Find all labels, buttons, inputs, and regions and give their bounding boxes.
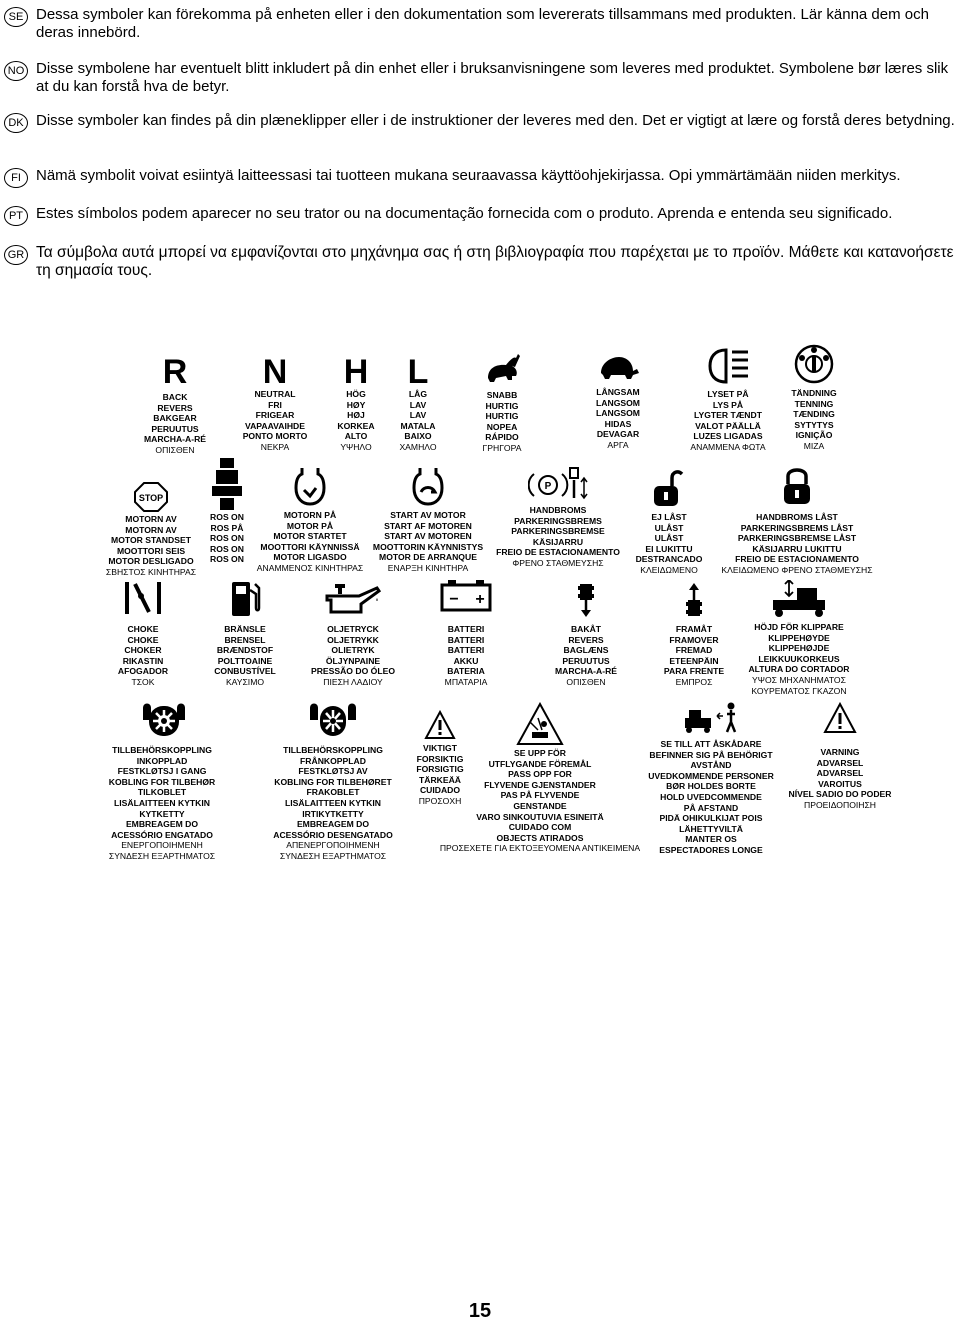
caption-line: HURTIG: [485, 411, 519, 422]
caption-line: LEIKKUUKORKEUS: [758, 653, 840, 664]
symbol-slow: [576, 355, 660, 451]
caption-line: HOLD UVEDCOMMENDE: [660, 791, 762, 802]
caption-line: UVEDKOMMENDE PERSONER: [648, 770, 774, 781]
caption-line: KLIPPEHØJDE: [768, 643, 830, 654]
caption-line: PERUUTUS: [151, 423, 199, 434]
warning-triangle-icon: [823, 702, 857, 736]
intro-text: Τα σύμβολα αυτά μπορεί να εμφανίζονται στο μηχάνημα σας ή στη βιβλιογραφία που παρέχεται με το προϊόν. Μάθετε και κατανοήσετε τη σημασία τους.: [36, 244, 954, 279]
low-letter: L: [407, 353, 429, 391]
caption-line: DEVAGAR: [596, 429, 640, 440]
caption-line: START AV MOTOREN: [384, 531, 472, 542]
caption-line: FREIO DE ESTACIONAMENTO: [496, 547, 620, 558]
symbol-cutting-height: [734, 580, 864, 696]
symbol-fuel: [200, 578, 290, 688]
caption-line: HÖJD FÖR KLIPPARE: [754, 622, 844, 632]
language-badge: PT: [4, 206, 28, 226]
caption-line: PASS OPP FOR: [508, 769, 572, 780]
intro-text: Nämä symbolit voivat esiintyä laitteessasi tai tuotteen mukana seuraavassa käyttöohjekirjassa. Opi ymmärtämään niiden merkitys.: [36, 167, 901, 184]
caption-greek: ΦΡΕΝΟ ΣΤΑΘΜΕΥΣΗΣ: [512, 557, 604, 568]
caption-line: HANDBROMS LÅST: [756, 512, 838, 522]
caption-greek: ΜΠΑΤΑΡΙΑ: [444, 676, 488, 687]
caption-line: KYTKETTY: [139, 808, 185, 819]
bystanders-icon: [683, 700, 739, 734]
caption-line: MOTOR LIGASDO: [273, 552, 347, 563]
caption-line: BEFINNER SIG PÅ BEHÖRIGT: [649, 749, 773, 760]
caption-line: FRAMÅT: [675, 624, 713, 634]
caption-line: BATTERI: [447, 624, 485, 634]
caption-line: ALTO: [344, 431, 368, 442]
caption-greek: ΠΡΟΣΕΧΕΤΕ ΓΙΑ ΕΚΤΟΞΕΥΟΜΕΝΑ ΑΝΤΙΚΕΙΜΕΝΑ: [439, 843, 641, 854]
caption-line: CONBUSTÍVEL: [214, 666, 276, 677]
symbol-bystanders: [646, 700, 776, 856]
caption-line: CHOKE: [127, 634, 159, 645]
caption-greek: ΕΝΑΡΞΗ ΚΙΝΗΤΗΡΑ: [387, 562, 469, 573]
caption-greek: ΥΨΟΣ ΜΗΧΑΝΗΜΑΤΟΣ: [752, 674, 846, 685]
caption-line: VAROITUS: [818, 778, 862, 789]
neutral-letter: N: [262, 353, 288, 391]
caption-line: EI LUKITTU: [645, 543, 693, 554]
caption-line: BACK: [162, 392, 188, 402]
caption-line: FRAKOBLET: [306, 787, 360, 798]
caption-line: ROS ON: [210, 533, 244, 544]
caption-greek: ΓΡΗΓΟΡΑ: [482, 442, 522, 453]
caption-line: KÄSIJARRU: [532, 536, 584, 547]
caption-line: MOTOR PÅ: [286, 520, 334, 531]
symbol-brake-locked: [712, 466, 882, 576]
caption-greek: ΠΡΟΣΟΧΗ: [418, 795, 462, 806]
rabbit-icon: [482, 352, 522, 386]
caption-line: BATTERI: [447, 634, 485, 645]
caption-line: NEUTRAL: [254, 389, 296, 399]
caption-greek: ΣΥΝΔΕΣΗ ΕΞΑΡΤΗΜΑΤΟΣ: [108, 850, 216, 861]
caption-greek: ΑΝΑΜΜΕΝΟΣ ΚΙΝΗΤΗΡΑΣ: [256, 562, 364, 573]
caption-line: ESPECTADORES LONGE: [659, 844, 763, 855]
reverse-letter: R: [162, 353, 188, 391]
symbol-backward: [546, 582, 626, 688]
caption-line: ÖLJYNPAINE: [325, 655, 381, 666]
caption-line: LYGTER TÆNDT: [694, 410, 762, 421]
caption-line: TILLBEHÖRSKOPPLING: [283, 745, 383, 755]
symbol-low: [380, 355, 456, 453]
language-badge: SE: [4, 7, 28, 27]
stop-label: STOP: [138, 493, 164, 503]
page-number: 15: [468, 1300, 492, 1322]
caption-line: VIKTIGT: [423, 743, 457, 753]
caption-line: KORKEA: [337, 420, 375, 431]
symbol-motor-off: [96, 482, 206, 578]
engine-on-icon: [294, 466, 326, 506]
caption-line: MOTOR STARTET: [273, 531, 347, 542]
caption-line: PAS PÅ FLYVENDE: [500, 790, 580, 801]
thrown-objects-icon: [516, 702, 564, 746]
caption-line: LYS PÅ: [712, 399, 744, 410]
caption-greek: ΕΜΠΡΟΣ: [675, 676, 713, 687]
caption-line: KLIPPEHØYDE: [768, 632, 830, 643]
symbol-lights: [680, 346, 776, 453]
caption-line: REVERS: [568, 634, 604, 645]
parking-label: P: [544, 481, 552, 492]
caption-line: BRÄNSLE: [224, 624, 266, 634]
caption-line: ROS PÅ: [210, 522, 244, 533]
caption-line: TENNING: [794, 398, 834, 409]
caption-line: FREIO DE ESTACIONAMENTO: [735, 554, 859, 565]
caption-line: ADVARSEL: [816, 768, 864, 779]
engine-start-icon: [412, 466, 444, 506]
caption-line: DESTRANCADO: [635, 554, 703, 565]
caption-greek: ΕΝΕΡΓΟΠΟΙΗΜΕΝΗ: [121, 840, 203, 851]
caption-line: AVSTÅND: [690, 760, 732, 771]
caption-line: BAGLÆNS: [563, 645, 609, 656]
turtle-icon: [597, 355, 639, 381]
caption-line: PONTO MORTO: [242, 431, 308, 442]
caption-line: KOBLING FOR TILBEHØRET: [274, 776, 392, 787]
symbol-warning: [780, 702, 900, 811]
caption-line: BAKÅT: [570, 624, 602, 634]
caption-line: ADVARSEL: [816, 757, 864, 768]
caption-line: SE TILL ATT ÅSKÅDARE: [660, 739, 762, 749]
caption-line: MOTORN PÅ: [283, 510, 337, 520]
caption-greek: ΑΡΓΑ: [607, 439, 629, 450]
caption-line: FLYVENDE GJENSTANDER: [484, 779, 596, 790]
caption-line: TÄNDNING: [791, 388, 837, 398]
locked-icon: [782, 466, 812, 506]
caption-line: MATALA: [400, 420, 436, 431]
language-badge: NO: [4, 61, 28, 81]
ros-icon: [210, 456, 244, 512]
caption-line: REVERS: [157, 402, 193, 413]
stop-icon: [134, 482, 168, 512]
parking-brake-icon: [528, 466, 588, 502]
caption-line: INKOPPLAD: [136, 755, 188, 766]
caption-greek: ΤΣΟΚ: [131, 676, 155, 687]
caption-line: FRÅNKOPPLAD: [300, 755, 366, 766]
caption-line: START AF MOTOREN: [384, 520, 472, 531]
caption-greek: ΑΠΕΝΕΡΓΟΠΟΙΗΜΕΝΗ: [286, 840, 380, 851]
caption-greek: ΚΟΥΡΕΜΑΤΟΣ ΓΚΑΖΟΝ: [751, 685, 847, 696]
caption-line: HANDBROMS: [529, 505, 587, 515]
caption-line: BRENSEL: [224, 634, 266, 645]
caption-greek: ΧΑΜΗΛΟ: [399, 441, 437, 452]
high-letter: H: [343, 353, 369, 391]
caption-line: PARA FRENTE: [663, 666, 725, 677]
caption-line: EMBREAGEM DO: [296, 819, 370, 830]
caption-line: TÄRKEÄÄ: [418, 774, 461, 785]
caption-line: MOTOR DE ARRANQUE: [379, 552, 477, 563]
caption-line: IGNIÇÃO: [795, 430, 833, 441]
symbol-forward: [654, 582, 734, 688]
backward-icon: [576, 582, 596, 618]
caption-line: ULÅST: [654, 522, 684, 533]
caption-line: ROS ON: [210, 543, 244, 554]
caption-greek: ΟΠΙΣΘΕΝ: [155, 444, 195, 455]
caption-line: PÅ AFSTAND: [683, 802, 739, 813]
caption-line: EJ LÅST: [651, 512, 687, 522]
caption-line: MARCHA-A-RÉ: [143, 434, 207, 445]
symbol-start: [368, 466, 488, 574]
caption-line: LANGSOM: [596, 408, 640, 419]
oil-can-icon: [325, 582, 381, 616]
symbol-ros-on: [200, 456, 254, 565]
caption-line: ACESSÓRIO ENGATADO: [111, 829, 213, 840]
caption-line: OBJECTS ATIRADOS: [496, 832, 584, 843]
caption-line: GENSTANDE: [513, 800, 567, 811]
caption-line: POLTTOAINE: [217, 655, 273, 666]
symbol-choke: [100, 580, 186, 688]
caption-line: MOTOR STANDSET: [111, 535, 191, 546]
caption-greek: ΜΙΖΑ: [803, 440, 825, 451]
caption-line: BØR HOLDES BORTE: [666, 781, 756, 792]
caption-line: MOTOR DESLIGADO: [108, 556, 194, 567]
caption-line: HØJ: [347, 410, 365, 421]
caption-line: MOOTTORI KÄYNNISSÄ: [260, 541, 360, 552]
caption-line: FORSIKTIG: [416, 753, 464, 764]
caption-line: ROS ON: [210, 554, 244, 565]
caption-line: PARKERINGSBREMS: [514, 515, 602, 526]
pto-disengage-icon: [308, 700, 358, 740]
caption-line: CUIDADO COM: [508, 822, 572, 833]
caption-line: FRI: [268, 399, 282, 410]
symbol-fast: [462, 352, 542, 454]
battery-minus: −: [449, 591, 459, 608]
caption-line: VAPAAVAIHDE: [245, 420, 305, 431]
caption-line: NÍVEL SADIO DO PODER: [788, 789, 892, 800]
caption-line: MOOTTORIN KÄYNNISTYS: [372, 541, 484, 552]
caption-line: LISÄLAITTEEN KYTKIN: [285, 797, 381, 808]
caption-line: SE UPP FÖR: [514, 748, 566, 758]
symbol-parking-brake: [490, 466, 626, 569]
symbol-thrown-objects: [432, 702, 648, 854]
caption-line: LUZES LIGADAS: [693, 431, 763, 442]
caption-line: START AV MOTOR: [390, 510, 466, 520]
caption-line: PERUUTUS: [562, 655, 610, 666]
intro-text: Disse symbolene har eventuelt blitt inkludert på din enhet eller i bruksanvisningene som leveres med produktet. Symbolene bør læres slik at du kan forstå hva de betyr.: [36, 60, 949, 95]
headlight-icon: [706, 346, 750, 386]
caption-line: VARNING: [820, 747, 860, 757]
caption-line: HIDAS: [604, 418, 632, 429]
caption-greek: ΠΡΟΕΙΔΟΠΟΙΗΣΗ: [804, 799, 876, 810]
caption-line: TILKOBLET: [137, 787, 187, 798]
caption-line: LYSET PÅ: [707, 389, 749, 399]
caption-greek: ΚΛΕΙΔΩΜΕΝΟ ΦΡΕΝΟ ΣΤΑΘΜΕΥΣΗΣ: [721, 564, 873, 575]
caption-line: NOPEA: [486, 421, 518, 432]
caption-line: ALTURA DO CORTADOR: [748, 664, 850, 675]
symbol-unlocked: [626, 468, 712, 576]
caption-line: LÄHETTYVILTÄ: [679, 823, 743, 834]
caption-greek: ΣΥΝΔΕΣΗ ΕΞΑΡΤΗΜΑΤΟΣ: [279, 850, 387, 861]
caption-line: BAIXO: [404, 431, 432, 442]
pto-engage-icon: [137, 700, 187, 740]
caption-line: VARO SINKOUTUVIA ESINEITÄ: [476, 811, 604, 822]
caption-line: LAV: [409, 399, 427, 410]
caption-line: MOOTTORI SEIS: [116, 545, 186, 556]
caption-line: MARCHA-A-RÉ: [554, 666, 618, 677]
caption-line: PIDÄ OHIKULKIJAT POIS: [659, 813, 763, 824]
caption-line: BATTERI: [447, 645, 485, 656]
caption-line: FRIGEAR: [255, 410, 295, 421]
ignition-icon: [792, 342, 836, 384]
caption-line: CUIDADO: [419, 785, 461, 796]
caption-line: ETEENPÄIN: [669, 655, 719, 666]
caption-line: UTFLYGANDE FÖREMÅL: [488, 758, 592, 769]
caption-line: MOTORN AV: [125, 514, 177, 524]
caption-line: FESTKLØTSJ I GANG: [117, 766, 207, 777]
caption-line: OLIETRYK: [331, 645, 375, 656]
fuel-pump-icon: [228, 578, 262, 618]
caption-line: ACESSÓRIO DESENGATADO: [273, 829, 393, 840]
caption-line: TÆNDING: [793, 409, 835, 420]
caption-line: FESTKLØTSJ AV: [298, 766, 368, 777]
caption-line: RIKASTIN: [122, 655, 164, 666]
caption-line: HØY: [346, 399, 366, 410]
caption-line: FRAMOVER: [669, 634, 719, 645]
symbol-battery: [426, 580, 506, 688]
caption-line: LÅNGSAM: [596, 387, 640, 397]
caption-line: OLJETRYCK: [327, 624, 379, 634]
caption-line: BRÆNDSTOF: [216, 645, 274, 656]
caption-line: AKKU: [453, 655, 479, 666]
language-badge: DK: [4, 113, 28, 133]
caption-line: LAV: [409, 410, 427, 421]
caption-line: CHOKE: [127, 624, 159, 634]
caption-line: FREMAD: [675, 645, 713, 656]
caption-greek: ΟΠΙΣΘΕΝ: [566, 676, 606, 687]
caption-line: MOTORN AV: [125, 524, 177, 535]
choke-icon: [121, 580, 165, 616]
symbol-ignition: [774, 342, 854, 452]
caption-line: PRESSÃO DO ÓLEO: [310, 666, 396, 677]
caption-line: CHOKER: [124, 645, 162, 656]
caption-line: KÄSIJARRU LUKITTU: [752, 543, 842, 554]
battery-plus: +: [475, 591, 485, 608]
intro-text: Estes símbolos podem aparecer no seu trator ou na documentação fornecida com o produto. Aprenda e entenda seu significado.: [36, 205, 893, 222]
forward-icon: [684, 582, 704, 618]
caption-line: AFOGADOR: [117, 666, 169, 677]
symbol-neutral: [230, 355, 320, 453]
caption-line: IRTIKYTKETTY: [302, 808, 364, 819]
caption-line: PARKERINGSBREMSE LÅST: [737, 533, 857, 544]
caption-greek: ΑΝΑΜΜΕΝΑ ΦΩΤΑ: [690, 441, 766, 452]
intro-text: Dessa symboler kan förekomma på enheten eller i den dokumentation som levererats tillsammans med produkten. Lär känna dem och deras innebörd.: [36, 6, 929, 41]
caption-greek: ΣΒΗΣΤΟΣ ΚΙΝΗΤΗΡΑΣ: [105, 566, 197, 577]
battery-icon: [440, 580, 492, 612]
unlocked-icon: [652, 468, 686, 508]
caption-line: SYTYTYS: [794, 419, 834, 430]
caption-greek: ΚΛΕΙΔΩΜΕΝΟ: [640, 564, 698, 575]
caption-line: BAKGEAR: [153, 413, 197, 424]
caption-line: HURTIG: [485, 400, 519, 411]
intro-text: Disse symboler kan findes på din plæneklipper eller i de instruktioner der leveres med den. Det er vigtigt at lære og forstå deres betydning.: [36, 112, 955, 129]
caption-line: PARKERINGSBREMS LÅST: [740, 522, 854, 533]
caption-line: TILLBEHÖRSKOPPLING: [112, 745, 212, 755]
symbol-pto-disengaged: [266, 700, 400, 862]
language-badge: GR: [4, 245, 28, 265]
caption-line: KOBLING FOR TILBEHØR: [108, 776, 216, 787]
caption-line: MANTER OS: [685, 834, 737, 845]
caption-line: LISÄLAITTEEN KYTKIN: [114, 797, 210, 808]
caption-line: SNABB: [486, 390, 518, 400]
caption-line: PARKERINGSBREMSE: [511, 526, 605, 537]
symbol-reverse: [130, 355, 220, 456]
caption-line: HÖG: [346, 389, 366, 399]
caption-line: ULÅST: [654, 533, 684, 544]
symbol-oil: [296, 582, 410, 688]
caption-line: FORSIGTIG: [416, 764, 464, 775]
caption-line: VALOT PÄÄLLÄ: [695, 420, 761, 431]
caption-line: ROS ON: [210, 512, 244, 522]
caption-line: LÅG: [408, 389, 428, 399]
cutting-height-icon: [769, 580, 829, 618]
caption-greek: ΚΑΥΣΙΜΟ: [225, 676, 265, 687]
language-badge: FI: [4, 168, 28, 188]
caption-line: OLJETRYKK: [327, 634, 379, 645]
symbol-pto-engaged: [96, 700, 228, 862]
caption-greek: ΠΙΕΣΗ ΛΑΔΙΟΥ: [323, 676, 383, 687]
caption-line: RÁPIDO: [485, 432, 519, 443]
symbol-motor-on: [250, 466, 370, 574]
caption-line: BATERIA: [447, 666, 485, 677]
caption-greek: ΥΨΗΛΟ: [340, 441, 372, 452]
caption-line: EMBREAGEM DO: [125, 819, 199, 830]
caption-line: LANGSOM: [596, 397, 640, 408]
caption-greek: ΝΕΚΡΑ: [260, 441, 290, 452]
